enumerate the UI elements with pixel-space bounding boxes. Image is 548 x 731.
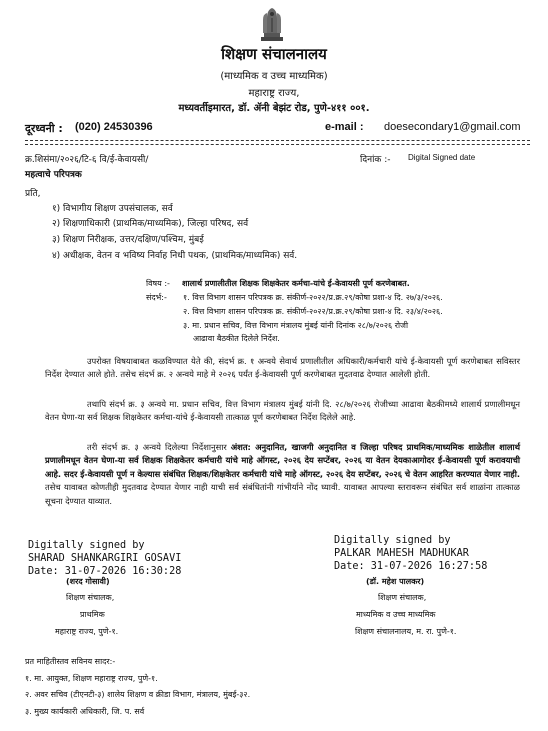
copies-label: प्रत माहितीस्तव सविनय सादर:- bbox=[25, 657, 116, 666]
reference-item: ३. मा. प्रधान सचिव, वित्त विभाग मंत्रालय मुंबई यांनी दिनांक २८/७/२०२६ रोजी bbox=[183, 321, 409, 330]
reference-number: क्र.शिसंमा/२०२६/टि-६ वि/ई-केवायसी/ bbox=[25, 155, 149, 165]
right-signatory-name: (डॉ. महेश पालकर) bbox=[366, 577, 425, 586]
circular-heading: महत्वाचे परिपत्रक bbox=[25, 170, 82, 180]
body-paragraph-2: तथापि संदर्भ क्र. ३ अन्वये मा. प्रधान सचिव, वित्त विभाग मंत्रालय मुंबई यांनी दि. २८/७/२०२६ रोजीच्या आढावा बैठकीमध्ये शालार्थ प्रणालीमधून वेतन घेणा-या सर्व शिक्षक शिक्षकेतर कर्मचा-यांचे ई-केवायसी तात्काळ पूर्ण करणेबाबत निर्देश दिलेले आहे. bbox=[45, 399, 520, 423]
reference-item: आढावा बैठकीत दिलेले निर्देश. bbox=[193, 334, 280, 343]
left-signatory-wing: प्राथमिक bbox=[80, 610, 105, 619]
left-signatory-designation: शिक्षण संचालक, bbox=[66, 593, 115, 602]
body-paragraph-1: उपरोक्त विषयाबाबत कळविण्यात येते की, संदर्भ क्र. १ अन्वये सेवार्थ प्रणालीतील अधिकारी/कर्मचारी यांचे ई-केवायसी पूर्ण करणेबाबत सविस्तर निर्देश देण्यात आले होते. तसेच संदर्भ क्र. २ अन्वये माहे मे २०२६ पर्यंत ई-केवायसी पूर्ण करणेबाबत मुदतवाढ देण्यात आलेली होती. bbox=[45, 356, 520, 380]
subject-text: शालार्थ प्रणालीतील शिक्षक शिक्षकेतर कर्मचा-यांचे ई-केवायसी पूर्ण करणेबाबत. bbox=[182, 279, 410, 288]
left-signatory-name: (शरद गोसावी) bbox=[66, 577, 110, 586]
copy-recipient: २. अवर सचिव (टीएनटी-३) शालेय शिक्षण व क्रीडा विभाग, मंत्रालय, मुंबई-३२. bbox=[25, 690, 251, 699]
right-signatory-designation: शिक्षण संचालक, bbox=[378, 593, 427, 602]
reference-item: १. वित्त विभाग शासन परिपत्रक क्र. संकीर्ण-२०२२/प्र.क्र.२९/कोषा प्रशा-४ दि. २७/३/२०२६. bbox=[183, 293, 443, 302]
email-address[interactable]: doesecondary1@gmail.com bbox=[384, 121, 521, 133]
right-signatory-wing: माध्यमिक व उच्च माध्यमिक bbox=[356, 610, 436, 619]
right-signature-name-stamp: PALKAR MAHESH MADHUKAR bbox=[334, 548, 469, 559]
body-paragraph-3: तरी संदर्भ क्र. ३ अन्वये दिलेल्या निर्देशानुसार अंशत: अनुदानित, खाजगी अनुदानित व जिल्हा परिषद प्राथमिक/माध्यमिक शाळेतील शालार्थ प्रणालीमधून वेतन घेणा-या सर्व शिक्षक शिक्षकेतर कर्मचारी यांचे माहे ऑगस्ट, २०२६ देय सप्टेंबर, २०२६ या वेतन देयकाआगोदर ई-केवायसी पूर्ण करावयाची आहे. सदर ई-केवायसी पूर्ण न केल्यास संबंधित शिक्षक/शिक्षकेतर कर्मचारी यांचे माहे ऑगस्ट, २०२६ देय सप्टेंबर, २०२६ चे वेतन आहरित करण्यात येणार नाही. तसेच यावाबत कोणतीही मुदतवाढ देण्यात येणार नाही याची सर्व संबंधितांनी गांभीर्याने नोंद घ्यावी. यावाबत आपल्या स्तरावरून संबंधित सर्व शाळांना तात्काळ सूचना देण्यात याव्यात. bbox=[45, 442, 520, 506]
copy-recipient: ३. मुख्य कार्यकारी अधिकारी, जि. प. सर्व bbox=[25, 707, 145, 716]
right-signature-date: Date: 31-07-2026 16:27:58 bbox=[334, 561, 488, 572]
copy-recipient: १. मा. आयुक्त, शिक्षण महाराष्ट्र राज्य, पुणे-१. bbox=[25, 674, 158, 683]
recipient-item: २) शिक्षणाधिकारी (प्राथमिक/माध्यमिक), जिल्हा परिषद, सर्व bbox=[52, 219, 249, 229]
left-signature-name-stamp: SHARAD SHANKARGIRI GOSAVI bbox=[28, 553, 182, 564]
office-address: मध्यवर्तीइमारत, डॉ. ॲनी बेझंट रोड, पुणे-४११ ००१. bbox=[178, 103, 370, 114]
office-title: शिक्षण संचालनालय bbox=[221, 45, 327, 63]
state-emblem-icon bbox=[258, 4, 286, 44]
body-paragraph-3-emphasis: अंशत: अनुदानित, खाजगी अनुदानित व जिल्हा परिषद प्राथमिक/माध्यमिक शाळेतील शालार्थ प्रणालीमधून वेतन घेणा-या सर्व शिक्षक शिक्षकेतर कर्मचारी यांचे माहे ऑगस्ट, २०२६ देय सप्टेंबर, २०२६ या वेतन देयकाआगोदर ई-केवायसी पूर्ण करावयाची आहे. सदर ई-केवायसी पूर्ण न केल्यास संबंधित शिक्षक/शिक्षकेतर कर्मचारी यांचे माहे ऑगस्ट, २०२६ देय सप्टेंबर, २०२६ चे वेतन आहरित करण्यात येणार नाही. bbox=[45, 442, 520, 479]
phone-label: दूरध्वनी : bbox=[25, 122, 63, 135]
email-label: e-mail : bbox=[325, 121, 364, 133]
recipients-label: प्रति, bbox=[25, 189, 41, 199]
recipient-item: ३) शिक्षण निरीक्षक, उत्तर/दक्षिण/पश्चिम, मुंबई bbox=[52, 235, 204, 245]
reference-item: २. वित्त विभाग शासन परिपत्रक क्र. संकीर्ण-२०२२/प्र.क्र.२९/कोषा प्रशा-४ दि. २३/४/२०२६. bbox=[183, 307, 443, 316]
office-state: महाराष्ट्र राज्य, bbox=[248, 88, 300, 99]
recipient-item: १) विभागीय शिक्षण उपसंचालक, सर्व bbox=[52, 204, 173, 214]
right-signatory-office: शिक्षण संचालनालय, म. रा. पुणे-१. bbox=[355, 627, 457, 636]
references-label: संदर्भ:- bbox=[146, 293, 167, 302]
header-divider-2 bbox=[25, 144, 530, 145]
subject-label: विषय :- bbox=[146, 279, 170, 288]
recipient-item: ४) अधीक्षक, वेतन व भविष्य निर्वाह निधी पथक, (प्राथमिक/माध्यमिक) सर्व. bbox=[52, 251, 298, 261]
left-signatory-office: महाराष्ट्र राज्य, पुणे-१. bbox=[55, 627, 119, 636]
right-signature-line1: Digitally signed by bbox=[334, 535, 451, 546]
office-subtitle: (माध्यमिक व उच्च माध्यमिक) bbox=[220, 71, 328, 82]
left-signature-date: Date: 31-07-2026 16:30:28 bbox=[28, 566, 182, 577]
left-signature-line1: Digitally signed by bbox=[28, 540, 145, 551]
date-label: दिनांक :- bbox=[360, 155, 391, 165]
phone-number: (020) 24530396 bbox=[75, 121, 153, 133]
date-value: Digital Signed date bbox=[408, 153, 476, 162]
header-divider bbox=[25, 140, 530, 141]
